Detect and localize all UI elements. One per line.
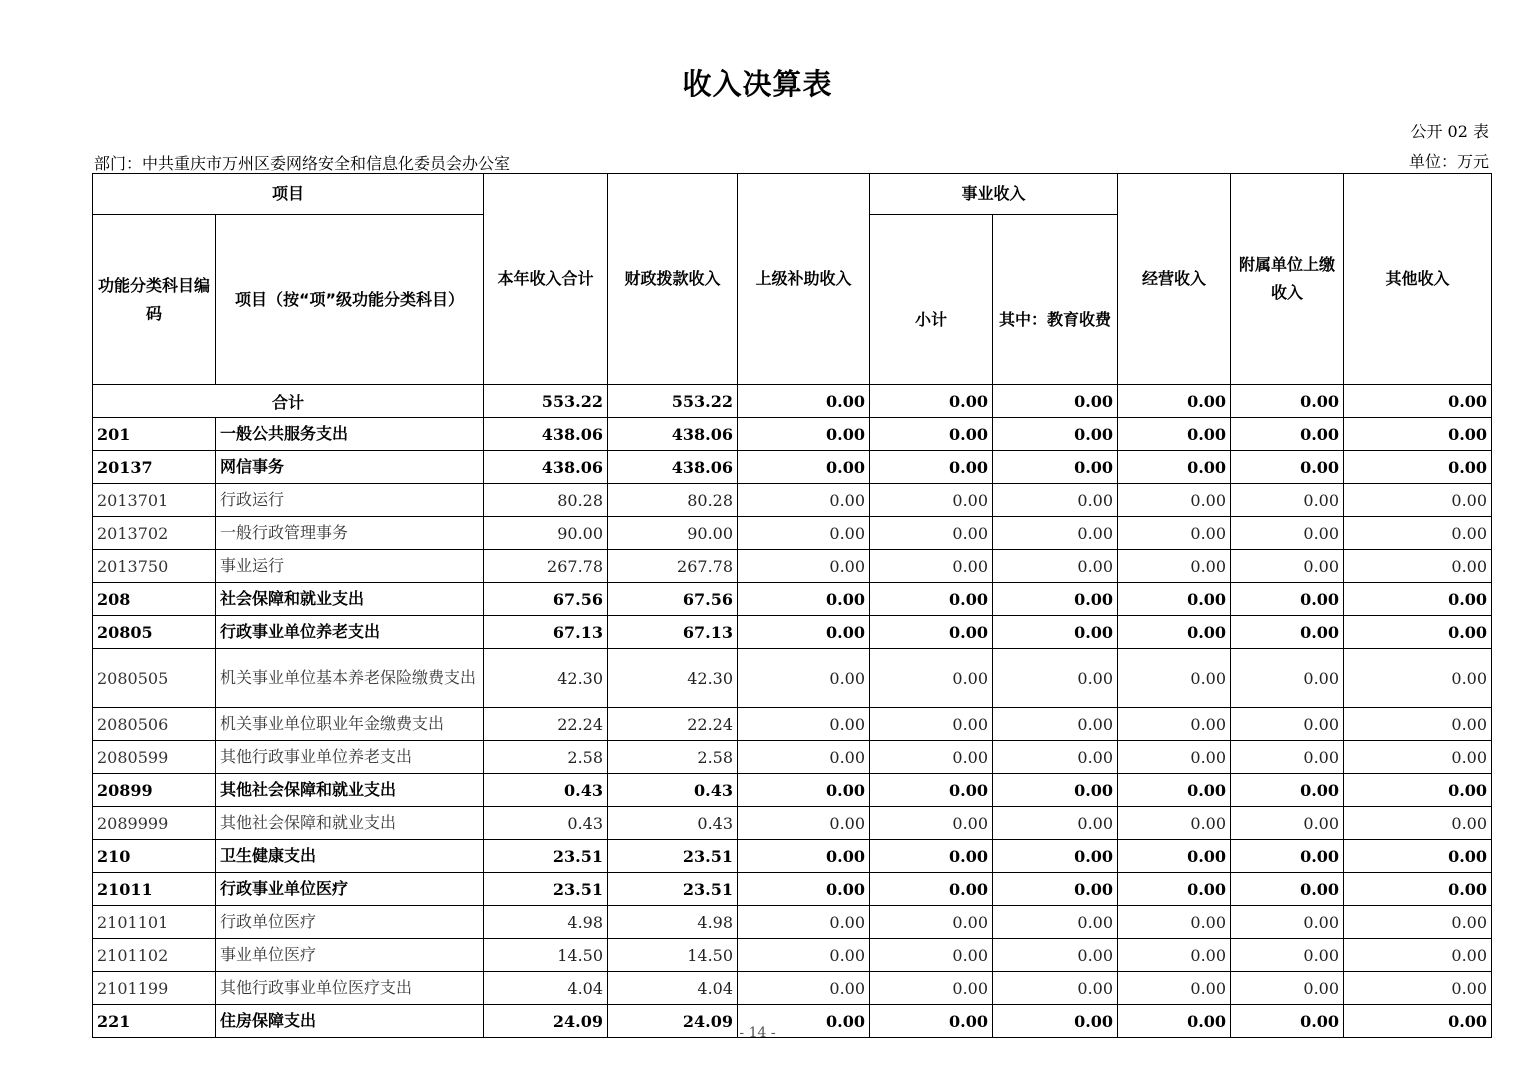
table-cell: 24.09 [608, 1005, 738, 1038]
func-code-cell: 21011 [93, 873, 216, 906]
table-cell: 4.04 [484, 972, 608, 1005]
unit-label: 单位：万元 [1408, 152, 1489, 171]
table-cell: 0.00 [993, 1005, 1118, 1038]
project-name-cell: 住房保障支出 [216, 1005, 484, 1038]
total-label: 合计 [93, 385, 484, 418]
project-name-cell: 其他行政事业单位养老支出 [216, 741, 484, 774]
table-cell: 0.00 [870, 550, 993, 583]
table-cell: 0.00 [993, 774, 1118, 807]
table-cell: 0.00 [993, 385, 1118, 418]
table-cell: 23.51 [484, 873, 608, 906]
func-code-cell: 2101199 [93, 972, 216, 1005]
table-cell: 0.00 [1231, 649, 1344, 708]
table-cell: 0.00 [1344, 451, 1492, 484]
table-row [93, 583, 1492, 616]
table-row [93, 649, 1492, 708]
table-cell: 0.00 [738, 1005, 870, 1038]
header-other-income: 其他收入 [1344, 174, 1492, 385]
table-cell: 0.00 [738, 451, 870, 484]
header-business-income-group: 事业收入 [870, 174, 1118, 215]
table-cell: 0.00 [993, 583, 1118, 616]
table-cell: 0.00 [1344, 649, 1492, 708]
table-cell: 0.00 [1118, 873, 1231, 906]
header-fiscal-appropriation: 财政拨款收入 [608, 174, 738, 385]
table-cell: 0.00 [1344, 484, 1492, 517]
table-cell: 0.00 [1344, 550, 1492, 583]
table-cell: 0.00 [993, 972, 1118, 1005]
table-cell: 2.58 [608, 741, 738, 774]
func-code-cell: 20137 [93, 451, 216, 484]
income-table [92, 173, 1492, 1038]
project-name-cell: 卫生健康支出 [216, 840, 484, 873]
header-total-income: 本年收入合计 [484, 174, 608, 385]
table-cell: 0.00 [1231, 385, 1344, 418]
table-cell: 0.00 [870, 741, 993, 774]
table-cell: 0.00 [993, 484, 1118, 517]
header-operating-income: 经营收入 [1118, 174, 1231, 385]
func-code-cell: 210 [93, 840, 216, 873]
func-code-cell: 2013701 [93, 484, 216, 517]
page-title: 收入决算表 [682, 67, 833, 101]
table-row [93, 840, 1492, 873]
table-cell: 0.00 [738, 906, 870, 939]
table-cell: 0.00 [993, 550, 1118, 583]
table-cell: 0.00 [1118, 840, 1231, 873]
table-cell: 0.00 [738, 741, 870, 774]
table-cell: 0.00 [1344, 840, 1492, 873]
table-cell: 0.00 [870, 939, 993, 972]
project-name-cell: 行政事业单位养老支出 [216, 616, 484, 649]
table-row [93, 873, 1492, 906]
table-cell: 0.00 [1118, 385, 1231, 418]
table-cell: 0.00 [1231, 906, 1344, 939]
table-cell: 0.00 [993, 873, 1118, 906]
table-cell: 0.00 [993, 451, 1118, 484]
table-cell: 0.00 [738, 418, 870, 451]
table-cell: 0.00 [1118, 451, 1231, 484]
table-cell: 4.04 [608, 972, 738, 1005]
table-cell: 0.00 [1118, 550, 1231, 583]
table-cell: 0.00 [870, 616, 993, 649]
page-number: - 14 - [739, 1025, 776, 1041]
table-row [93, 550, 1492, 583]
func-code-cell: 2013702 [93, 517, 216, 550]
func-code-cell: 2089999 [93, 807, 216, 840]
table-row [93, 774, 1492, 807]
table-cell: 14.50 [608, 939, 738, 972]
table-cell: 0.00 [993, 741, 1118, 774]
table-cell: 24.09 [484, 1005, 608, 1038]
table-cell: 0.00 [870, 873, 993, 906]
table-row [93, 939, 1492, 972]
table-cell: 42.30 [608, 649, 738, 708]
table-cell: 0.00 [1231, 517, 1344, 550]
table-cell: 0.00 [1344, 774, 1492, 807]
func-code-cell: 2080506 [93, 708, 216, 741]
table-cell: 22.24 [484, 708, 608, 741]
table-row [93, 616, 1492, 649]
table-cell: 0.00 [993, 616, 1118, 649]
project-name-cell: 一般公共服务支出 [216, 418, 484, 451]
project-name-cell: 其他社会保障和就业支出 [216, 807, 484, 840]
table-cell: 0.00 [1118, 741, 1231, 774]
table-cell: 67.13 [484, 616, 608, 649]
table-cell: 0.00 [870, 451, 993, 484]
func-code-cell: 2013750 [93, 550, 216, 583]
table-cell: 0.00 [1118, 484, 1231, 517]
table-cell: 0.00 [1118, 649, 1231, 708]
table-cell: 0.00 [1118, 583, 1231, 616]
header-project-group: 项目 [93, 174, 484, 215]
table-row [93, 484, 1492, 517]
table-cell: 0.00 [1231, 484, 1344, 517]
table-cell: 80.28 [484, 484, 608, 517]
table-cell: 0.00 [993, 939, 1118, 972]
table-cell: 0.00 [1344, 517, 1492, 550]
table-cell: 0.00 [738, 583, 870, 616]
table-cell: 0.00 [1344, 616, 1492, 649]
table-cell: 0.00 [870, 840, 993, 873]
table-row [93, 418, 1492, 451]
table-cell: 0.00 [1118, 418, 1231, 451]
table-row [93, 451, 1492, 484]
table-cell: 0.00 [870, 418, 993, 451]
table-cell: 0.00 [1231, 550, 1344, 583]
table-cell: 0.00 [738, 385, 870, 418]
table-cell: 0.00 [1231, 616, 1344, 649]
table-cell: 14.50 [484, 939, 608, 972]
table-cell: 0.00 [1231, 708, 1344, 741]
table-cell: 0.00 [993, 708, 1118, 741]
table-cell: 0.00 [738, 939, 870, 972]
table-cell: 0.00 [1231, 873, 1344, 906]
project-name-cell: 机关事业单位基本养老保险缴费支出 [216, 649, 484, 708]
project-name-cell: 一般行政管理事务 [216, 517, 484, 550]
table-cell: 0.00 [1118, 708, 1231, 741]
project-name-cell: 机关事业单位职业年金缴费支出 [216, 708, 484, 741]
table-cell: 0.00 [1118, 972, 1231, 1005]
department-label: 部门：中共重庆市万州区委网络安全和信息化委员会办公室 [94, 154, 511, 173]
table-cell: 90.00 [484, 517, 608, 550]
table-row [93, 807, 1492, 840]
table-cell: 0.00 [1231, 774, 1344, 807]
table-cell: 0.00 [738, 840, 870, 873]
table-cell: 0.00 [870, 708, 993, 741]
table-row [93, 906, 1492, 939]
table-cell: 553.22 [484, 385, 608, 418]
table-cell: 67.56 [608, 583, 738, 616]
table-cell: 438.06 [484, 451, 608, 484]
project-name-cell: 行政事业单位医疗 [216, 873, 484, 906]
table-cell: 0.00 [1344, 741, 1492, 774]
project-name-cell: 其他行政事业单位医疗支出 [216, 972, 484, 1005]
table-cell: 0.00 [1231, 741, 1344, 774]
table-cell: 0.00 [738, 708, 870, 741]
table-cell: 0.00 [1118, 774, 1231, 807]
table-row [93, 517, 1492, 550]
table-cell: 0.00 [1344, 418, 1492, 451]
table-cell: 0.00 [738, 774, 870, 807]
table-cell: 0.00 [1231, 840, 1344, 873]
table-cell: 0.00 [993, 649, 1118, 708]
table-cell: 23.51 [608, 873, 738, 906]
func-code-cell: 2101102 [93, 939, 216, 972]
table-cell: 0.43 [484, 807, 608, 840]
table-cell: 0.00 [993, 807, 1118, 840]
table-cell: 23.51 [608, 840, 738, 873]
header-project-name: 项目（按“项”级功能分类科目） [216, 215, 484, 385]
table-cell: 0.00 [738, 807, 870, 840]
table-cell: 0.00 [1344, 906, 1492, 939]
table-cell: 553.22 [608, 385, 738, 418]
project-name-cell: 网信事务 [216, 451, 484, 484]
project-name-cell: 社会保障和就业支出 [216, 583, 484, 616]
total-row [93, 385, 1492, 418]
table-cell: 0.00 [1118, 1005, 1231, 1038]
table-cell: 0.00 [993, 840, 1118, 873]
table-row [93, 972, 1492, 1005]
func-code-cell: 201 [93, 418, 216, 451]
table-cell: 0.00 [1231, 972, 1344, 1005]
table-cell: 2.58 [484, 741, 608, 774]
project-name-cell: 事业单位医疗 [216, 939, 484, 972]
table-cell: 22.24 [608, 708, 738, 741]
project-name-cell: 行政运行 [216, 484, 484, 517]
table-cell: 67.13 [608, 616, 738, 649]
table-cell: 438.06 [484, 418, 608, 451]
header-affiliated-units: 附属单位上缴收入 [1231, 174, 1344, 385]
header-subtotal: 小计 [870, 215, 993, 385]
table-cell: 0.00 [993, 418, 1118, 451]
table-cell: 0.00 [870, 807, 993, 840]
table-cell: 0.00 [738, 616, 870, 649]
table-cell: 0.43 [484, 774, 608, 807]
table-cell: 0.00 [1118, 616, 1231, 649]
table-cell: 0.00 [870, 484, 993, 517]
table-cell: 90.00 [608, 517, 738, 550]
table-cell: 0.43 [608, 807, 738, 840]
table-cell: 0.00 [1344, 873, 1492, 906]
table-cell: 0.00 [870, 774, 993, 807]
table-cell: 0.00 [738, 484, 870, 517]
table-row [93, 708, 1492, 741]
table-cell: 0.00 [1344, 385, 1492, 418]
func-code-cell: 2101101 [93, 906, 216, 939]
project-name-cell: 事业运行 [216, 550, 484, 583]
func-code-cell: 20899 [93, 774, 216, 807]
table-cell: 0.00 [1231, 807, 1344, 840]
func-code-cell: 20805 [93, 616, 216, 649]
table-cell: 0.00 [738, 972, 870, 1005]
table-cell: 0.00 [1118, 906, 1231, 939]
table-cell: 0.00 [993, 517, 1118, 550]
header-func-code: 功能分类科目编码 [93, 215, 216, 385]
table-cell: 0.00 [1344, 583, 1492, 616]
table-cell: 0.00 [1118, 939, 1231, 972]
table-cell: 0.00 [1344, 807, 1492, 840]
table-cell: 0.00 [1231, 1005, 1344, 1038]
table-cell: 0.00 [870, 583, 993, 616]
table-cell: 0.00 [870, 385, 993, 418]
table-row [93, 741, 1492, 774]
table-cell: 0.00 [1231, 418, 1344, 451]
table-cell: 0.00 [738, 649, 870, 708]
table-cell: 0.00 [738, 873, 870, 906]
table-cell: 0.00 [1344, 939, 1492, 972]
table-cell: 0.00 [870, 972, 993, 1005]
form-code: 公开 02 表 [1410, 122, 1489, 141]
header-superior-subsidy: 上级补助收入 [738, 174, 870, 385]
table-cell: 0.00 [870, 1005, 993, 1038]
table-cell: 0.00 [870, 906, 993, 939]
table-cell: 4.98 [484, 906, 608, 939]
table-cell: 0.00 [1344, 1005, 1492, 1038]
table-cell: 267.78 [484, 550, 608, 583]
table-cell: 0.00 [1231, 939, 1344, 972]
table-cell: 0.00 [738, 517, 870, 550]
table-cell: 80.28 [608, 484, 738, 517]
table-cell: 0.00 [1118, 517, 1231, 550]
table-cell: 0.00 [993, 906, 1118, 939]
table-cell: 0.00 [870, 649, 993, 708]
table-cell: 438.06 [608, 418, 738, 451]
table-cell: 0.00 [738, 550, 870, 583]
func-code-cell: 208 [93, 583, 216, 616]
table-cell: 0.00 [1344, 972, 1492, 1005]
table-cell: 438.06 [608, 451, 738, 484]
table-cell: 0.00 [1231, 451, 1344, 484]
table-cell: 267.78 [608, 550, 738, 583]
header-education-fees: 其中：教育收费 [993, 215, 1118, 385]
project-name-cell: 行政单位医疗 [216, 906, 484, 939]
table-cell: 0.43 [608, 774, 738, 807]
table-cell: 0.00 [1118, 807, 1231, 840]
table-cell: 4.98 [608, 906, 738, 939]
func-code-cell: 2080599 [93, 741, 216, 774]
table-cell: 0.00 [1344, 708, 1492, 741]
func-code-cell: 221 [93, 1005, 216, 1038]
table-cell: 0.00 [1231, 583, 1344, 616]
table-cell: 42.30 [484, 649, 608, 708]
table-cell: 0.00 [870, 517, 993, 550]
project-name-cell: 其他社会保障和就业支出 [216, 774, 484, 807]
table-cell: 23.51 [484, 840, 608, 873]
table-cell: 67.56 [484, 583, 608, 616]
func-code-cell: 2080505 [93, 649, 216, 708]
